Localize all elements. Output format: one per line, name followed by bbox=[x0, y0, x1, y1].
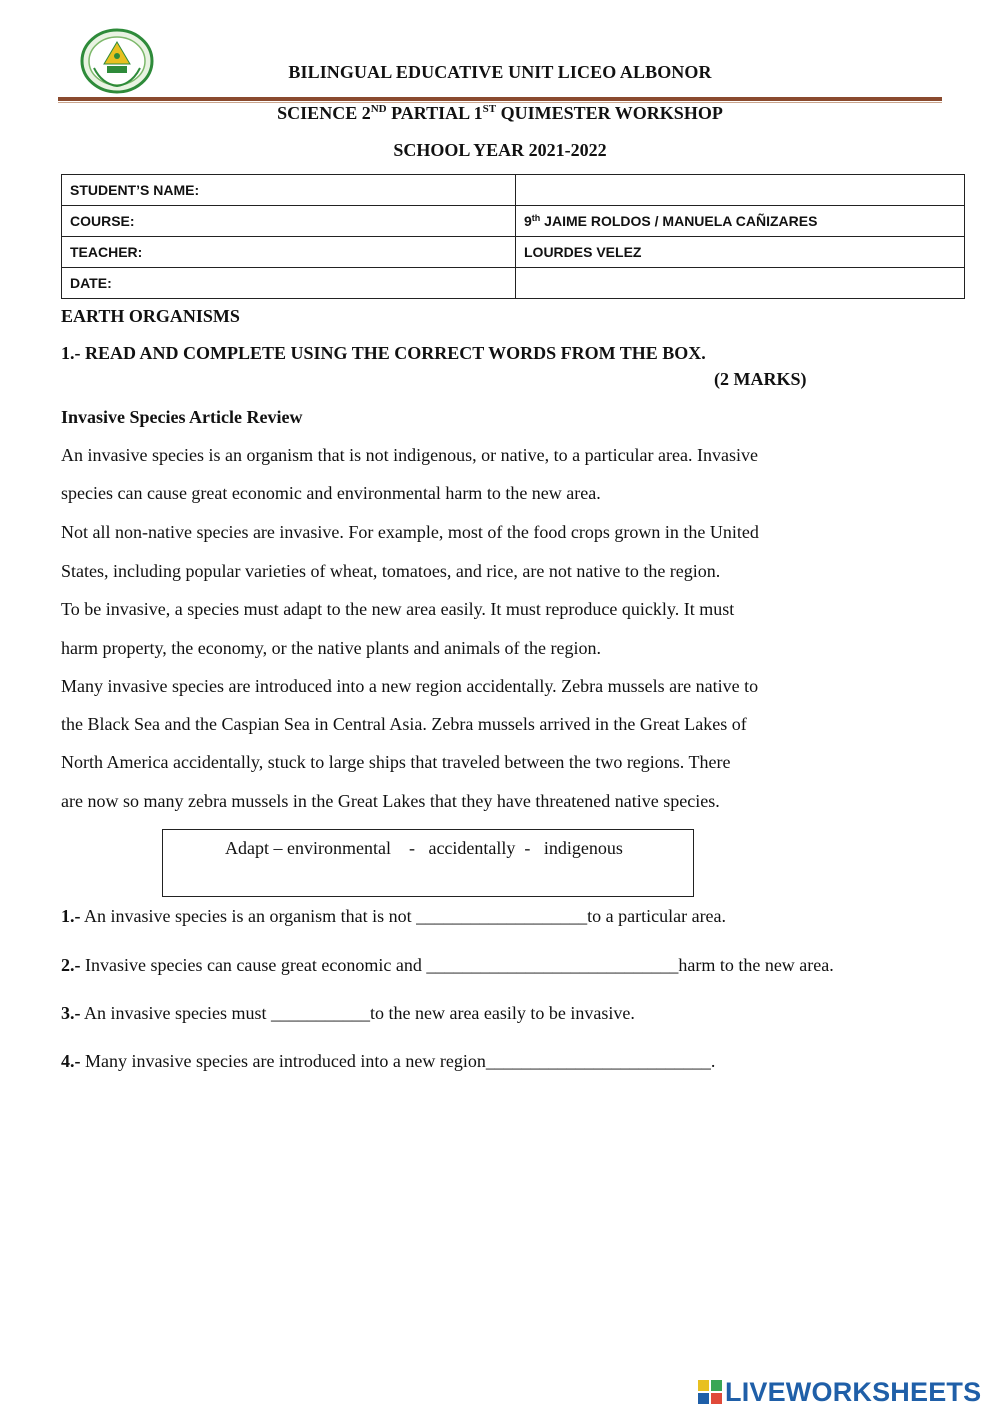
question-1[interactable]: 1.- An invasive species is an organism that is not ___________________to a particular area. bbox=[61, 906, 727, 926]
article-line: To be invasive, a species must adapt to the new area easily. It must reproduce quickly. It must bbox=[61, 599, 735, 619]
article-line: the Black Sea and the Caspian Sea in Central Asia. Zebra mussels arrived in the Great Lakes of bbox=[61, 714, 747, 734]
instruction-text: 1.- READ AND COMPLETE USING THE CORRECT WORDS FROM THE BOX. bbox=[61, 343, 706, 363]
header-divider bbox=[58, 97, 942, 101]
word-box-text: Adapt – environmental - accidentally - indigenous bbox=[225, 838, 623, 858]
question-4[interactable]: 4.- Many invasive species are introduced into a new region_________________________. bbox=[61, 1051, 716, 1071]
liveworksheets-logo-icon bbox=[697, 1379, 723, 1405]
student-name-field[interactable] bbox=[516, 175, 965, 206]
article-line: States, including popular varieties of wheat, tomatoes, and rice, are not native to the region. bbox=[61, 561, 721, 581]
liveworksheets-brand[interactable] bbox=[697, 1376, 981, 1408]
article-title: Invasive Species Article Review bbox=[61, 407, 303, 427]
date-field[interactable] bbox=[516, 268, 965, 299]
question-2[interactable]: 2.- Invasive species can cause great economic and ____________________________harm to the new area. bbox=[61, 955, 834, 975]
table-row bbox=[62, 175, 965, 206]
article-line: are now so many zebra mussels in the Great Lakes that they have threatened native species. bbox=[61, 791, 720, 811]
school-name: BILINGUAL EDUCATIVE UNIT LICEO ALBONOR bbox=[288, 62, 712, 82]
school-year: SCHOOL YEAR 2021-2022 bbox=[393, 140, 607, 160]
teacher-value: LOURDES VELEZ bbox=[516, 237, 965, 268]
marks-label: (2 MARKS) bbox=[714, 369, 807, 389]
article-line: species can cause great economic and environmental harm to the new area. bbox=[61, 483, 601, 503]
article-line: An invasive species is an organism that is not indigenous, or native, to a particular area. Invasive bbox=[61, 445, 758, 465]
table-row bbox=[62, 206, 965, 237]
article-line: North America accidentally, stuck to large ships that traveled between the two regions. There bbox=[61, 752, 731, 772]
student-info-table bbox=[61, 174, 965, 299]
student-name-label: STUDENT’S NAME: bbox=[62, 175, 516, 206]
section-heading: EARTH ORGANISMS bbox=[61, 306, 240, 326]
teacher-label: TEACHER: bbox=[62, 237, 516, 268]
table-row bbox=[62, 268, 965, 299]
course-value: 9th JAIME ROLDOS / MANUELA CAÑIZARES bbox=[516, 206, 965, 237]
school-crest-icon bbox=[80, 28, 154, 94]
date-label: DATE: bbox=[62, 268, 516, 299]
table-row bbox=[62, 237, 965, 268]
article-line: Many invasive species are introduced into a new region accidentally. Zebra mussels are native to bbox=[61, 676, 759, 696]
question-3[interactable]: 3.- An invasive species must ___________to the new area easily to be invasive. bbox=[61, 1003, 635, 1023]
word-box bbox=[162, 829, 694, 897]
workshop-title: SCIENCE 2ND PARTIAL 1ST QUIMESTER WORKSHOP bbox=[277, 103, 723, 123]
course-label: COURSE: bbox=[62, 206, 516, 237]
article-line: harm property, the economy, or the native plants and animals of the region. bbox=[61, 638, 601, 658]
brand-text: LIVEWORKSHEETS bbox=[725, 1376, 982, 1407]
article-line: Not all non-native species are invasive. For example, most of the food crops grown in the United bbox=[61, 522, 759, 542]
